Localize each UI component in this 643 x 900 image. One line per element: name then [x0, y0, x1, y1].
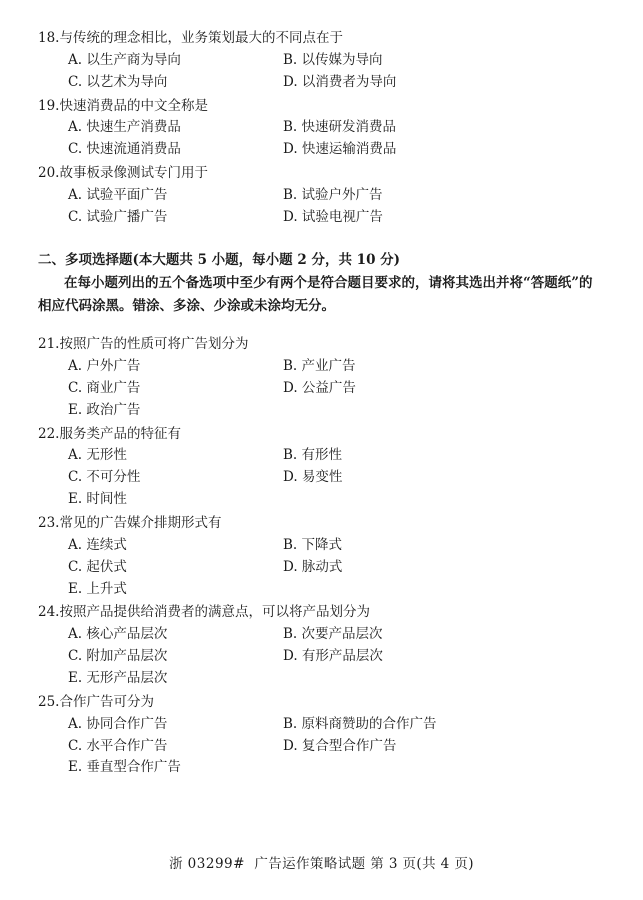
question-stem: [38, 96, 603, 118]
option-row: [38, 400, 603, 422]
option-b[interactable]: B. 快速研发消费品: [283, 119, 397, 136]
question-number: 20.: [38, 165, 60, 182]
question-stem: [38, 602, 603, 624]
option-a[interactable]: A. 连续式: [68, 536, 127, 553]
option-row: [38, 139, 603, 161]
option-d[interactable]: D. 试验电视广告: [283, 208, 383, 225]
option-d[interactable]: D. 快速运输消费品: [283, 141, 397, 158]
question-text: 服务类产品的特征有: [59, 425, 181, 442]
option-b[interactable]: B. 次要产品层次: [283, 626, 383, 643]
option-e[interactable]: E. 无形产品层次: [68, 670, 168, 686]
page-footer: [0, 852, 643, 872]
option-row: [38, 714, 603, 736]
question-stem: [38, 692, 603, 714]
option-row: [38, 757, 603, 779]
section-instruction: 在每小题列出的五个备选项中至少有两个是符合题目要求的，请将其选出并将“答题纸”的相应代码涂黑。错涂、多涂、少涂或未涂均无分。: [38, 274, 593, 314]
question-number: 18.: [38, 30, 60, 46]
option-row: [38, 736, 603, 758]
footer-page-number: 第 3 页(共 4 页): [370, 856, 474, 872]
question-stem: [38, 513, 603, 535]
footer-course-code: 03299#: [187, 856, 245, 872]
option-d[interactable]: D. 以消费者为导向: [283, 73, 397, 90]
question-20: [38, 163, 603, 229]
option-row: [38, 668, 603, 690]
option-b[interactable]: B. 原料商赞助的合作广告: [283, 715, 437, 732]
option-row: [38, 489, 603, 511]
question-text: 故事板录像测试专门用于: [59, 165, 208, 182]
question-25: [38, 692, 603, 779]
option-row: [38, 646, 603, 668]
question-text: 按照产品提供给消费者的满意点，可以将产品划分为: [59, 604, 370, 621]
multi-choice-group: [38, 334, 603, 779]
option-row: [38, 356, 603, 378]
question-stem: [38, 163, 603, 185]
option-e[interactable]: E. 政治广告: [68, 401, 141, 418]
option-row: [38, 185, 603, 207]
question-stem: [38, 28, 603, 50]
question-21: [38, 334, 603, 421]
footer-title: 广告运作策略试题: [254, 856, 366, 872]
option-a[interactable]: A. 协同合作广告: [68, 715, 168, 732]
option-c[interactable]: C. 商业广告: [68, 379, 141, 396]
question-number: 19.: [38, 97, 60, 114]
question-18: [38, 28, 603, 94]
option-row: [38, 535, 603, 557]
question-text: 常见的广告媒介排期形式有: [59, 514, 222, 531]
option-row: [38, 378, 603, 400]
option-row: [38, 557, 603, 579]
option-c[interactable]: C. 快速流通消费品: [68, 141, 181, 158]
option-d[interactable]: D. 复合型合作广告: [283, 737, 397, 754]
option-c[interactable]: C. 附加产品层次: [68, 648, 168, 665]
question-23: [38, 513, 603, 600]
option-b[interactable]: B. 以传媒为导向: [283, 51, 383, 68]
question-text: 快速消费品的中文全称是: [59, 97, 208, 114]
question-stem: [38, 424, 603, 446]
option-c[interactable]: C. 水平合作广告: [68, 737, 168, 754]
question-22: [38, 424, 603, 511]
option-b[interactable]: B. 产业广告: [283, 357, 356, 374]
option-c[interactable]: C. 试验广播广告: [68, 208, 168, 225]
question-number: 22.: [38, 425, 60, 442]
option-row: [38, 72, 603, 94]
option-b[interactable]: B. 有形性: [283, 447, 343, 464]
option-b[interactable]: B. 下降式: [283, 536, 343, 553]
question-number: 25.: [38, 693, 60, 710]
question-19: [38, 96, 603, 162]
question-text: 合作广告可分为: [59, 693, 154, 710]
option-a[interactable]: A. 核心产品层次: [68, 626, 168, 643]
option-c[interactable]: C. 起伏式: [68, 558, 127, 575]
question-number: 23.: [38, 514, 60, 531]
option-row: [38, 50, 603, 72]
option-a[interactable]: A. 户外广告: [68, 357, 141, 374]
single-choice-group: [38, 28, 603, 229]
option-row: [38, 207, 603, 229]
question-24: [38, 602, 603, 689]
option-c[interactable]: C. 以艺术为导向: [68, 73, 168, 90]
question-stem: [38, 334, 603, 356]
option-row: [38, 624, 603, 646]
option-a[interactable]: A. 无形性: [68, 447, 127, 464]
question-text: 按照广告的性质可将广告划分为: [59, 336, 249, 353]
option-a[interactable]: A. 快速生产消费品: [68, 119, 181, 136]
option-row: [38, 117, 603, 139]
option-a[interactable]: A. 试验平面广告: [68, 187, 168, 204]
option-a[interactable]: A. 以生产商为导向: [68, 51, 181, 68]
option-d[interactable]: D. 有形产品层次: [283, 648, 383, 665]
option-d[interactable]: D. 易变性: [283, 469, 343, 486]
question-number: 21.: [38, 336, 60, 353]
question-number: 24.: [38, 604, 60, 621]
option-c[interactable]: C. 不可分性: [68, 469, 141, 486]
option-row: [38, 467, 603, 489]
option-e[interactable]: E. 时间性: [68, 491, 127, 508]
option-row: [38, 579, 603, 601]
option-d[interactable]: D. 公益广告: [283, 379, 356, 396]
option-e[interactable]: E. 垂直型合作广告: [68, 759, 181, 776]
option-d[interactable]: D. 脉动式: [283, 558, 343, 575]
section-heading: 二、多项选择题(本大题共 5 小题，每小题 2 分，共 10 分): [38, 251, 401, 268]
option-e[interactable]: E. 上升式: [68, 580, 127, 597]
option-b[interactable]: B. 试验户外广告: [283, 187, 383, 204]
question-text: 与传统的理念相比，业务策划最大的不同点在于: [59, 30, 343, 46]
footer-province: 浙: [169, 856, 183, 872]
option-row: [38, 445, 603, 467]
